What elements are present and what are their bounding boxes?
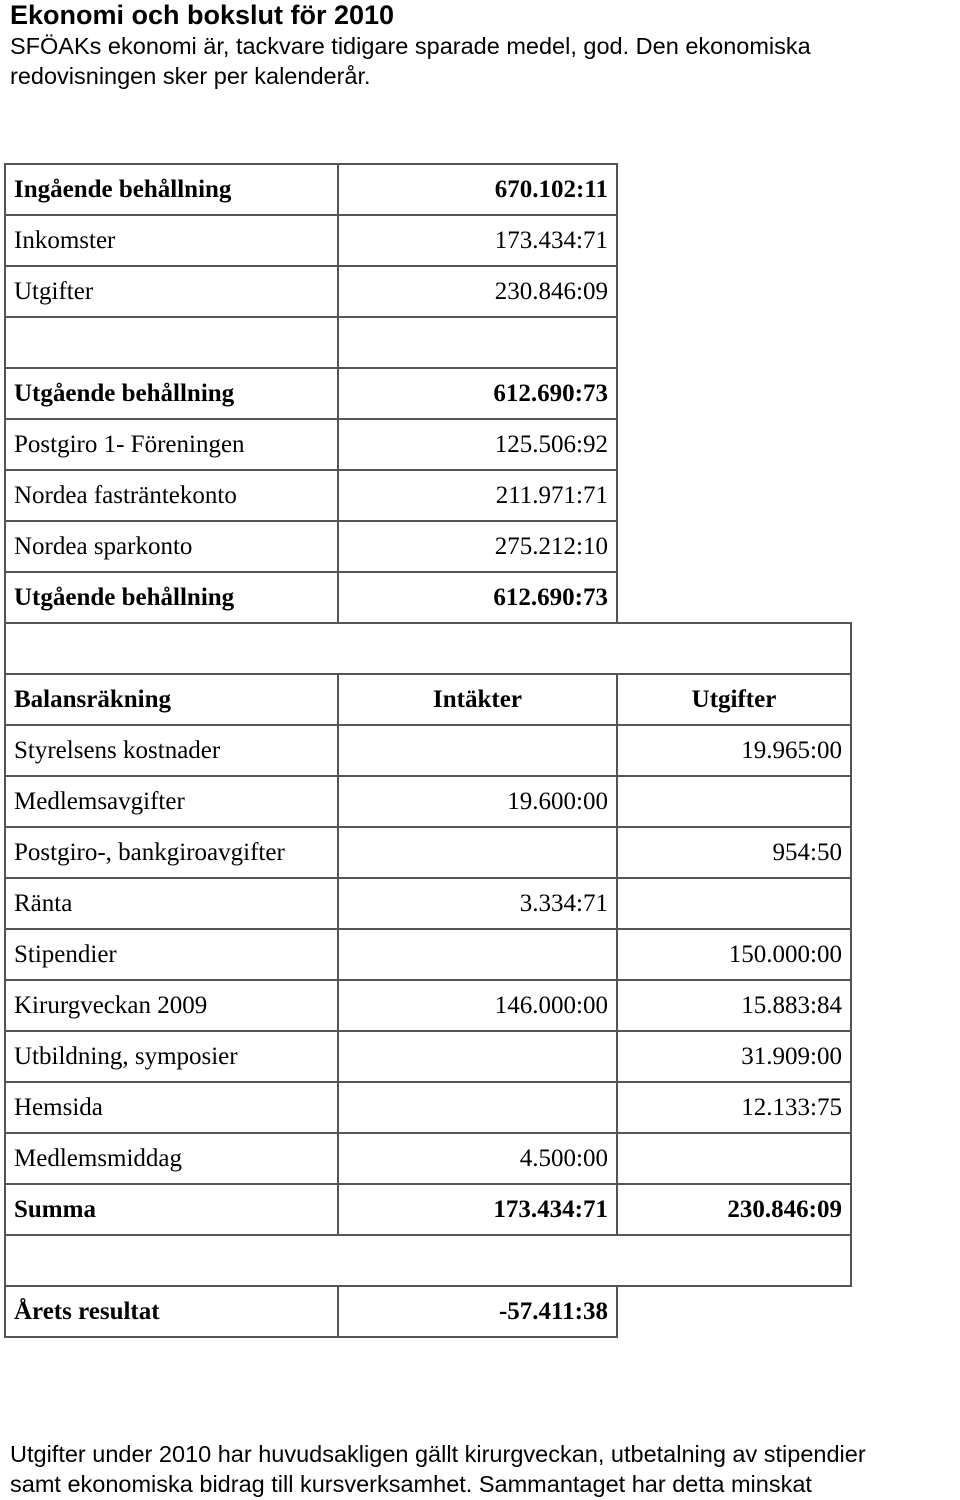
balance-row bbox=[5, 725, 851, 776]
summary-value: 670.102:11 bbox=[338, 164, 617, 215]
balance-income bbox=[338, 725, 617, 776]
balance-row bbox=[5, 1031, 851, 1082]
balance-expense: 15.883:84 bbox=[617, 980, 851, 1031]
intro-paragraph: SFÖAKs ekonomi är, tackvare tidigare sparade medel, god. Den ekonomiska redovisningen sker per kalenderår. bbox=[10, 33, 811, 89]
balance-header-label: Balansräkning bbox=[5, 674, 338, 725]
result-label: Årets resultat bbox=[5, 1286, 338, 1337]
result-row bbox=[5, 1286, 851, 1337]
summary-value: 173.434:71 bbox=[338, 215, 617, 266]
footer-line-2: samt ekonomiska bidrag till kursverksamhet. Sammantaget har detta minskat bbox=[10, 1471, 812, 1497]
summary-label bbox=[5, 317, 338, 368]
spacer-row bbox=[5, 623, 851, 674]
summary-row bbox=[5, 164, 851, 215]
balance-income: 146.000:00 bbox=[338, 980, 617, 1031]
total-income: 173.434:71 bbox=[338, 1184, 617, 1235]
balance-row bbox=[5, 929, 851, 980]
balance-label: Hemsida bbox=[5, 1082, 338, 1133]
balance-income: 4.500:00 bbox=[338, 1133, 617, 1184]
balance-expense: 31.909:00 bbox=[617, 1031, 851, 1082]
balance-expense: 12.133:75 bbox=[617, 1082, 851, 1133]
spacer-row bbox=[5, 1235, 851, 1286]
summary-label: Inkomster bbox=[5, 215, 338, 266]
summary-label: Utgifter bbox=[5, 266, 338, 317]
balance-row bbox=[5, 980, 851, 1031]
summary-value: 125.506:92 bbox=[338, 419, 617, 470]
spacer-cell bbox=[5, 623, 851, 674]
balance-expense bbox=[617, 878, 851, 929]
page-title: Ekonomi och bokslut för 2010 bbox=[10, 0, 395, 30]
balance-total-row bbox=[5, 1184, 851, 1235]
balance-label: Ränta bbox=[5, 878, 338, 929]
footer-paragraph bbox=[10, 1439, 960, 1499]
balance-label: Utbildning, symposier bbox=[5, 1031, 338, 1082]
balance-row bbox=[5, 878, 851, 929]
summary-label: Nordea fasträntekonto bbox=[5, 470, 338, 521]
balance-label: Kirurgveckan 2009 bbox=[5, 980, 338, 1031]
balance-label: Postgiro-, bankgiroavgifter bbox=[5, 827, 338, 878]
balance-expense: 954:50 bbox=[617, 827, 851, 878]
balance-label: Medlemsavgifter bbox=[5, 776, 338, 827]
balance-label: Stipendier bbox=[5, 929, 338, 980]
balance-row bbox=[5, 827, 851, 878]
balance-label: Medlemsmiddag bbox=[5, 1133, 338, 1184]
result-empty-cell bbox=[617, 1286, 851, 1337]
footer-line-1: Utgifter under 2010 har huvudsakligen gällt kirurgveckan, utbetalning av stipendier bbox=[10, 1441, 866, 1467]
balance-income: 19.600:00 bbox=[338, 776, 617, 827]
balance-income: 3.334:71 bbox=[338, 878, 617, 929]
balance-row bbox=[5, 776, 851, 827]
summary-empty-column bbox=[617, 164, 851, 623]
balance-row bbox=[5, 1133, 851, 1184]
financial-table bbox=[4, 163, 852, 1338]
balance-income bbox=[338, 827, 617, 878]
balance-income bbox=[338, 1082, 617, 1133]
summary-label: Ingående behållning bbox=[5, 164, 338, 215]
summary-value: 612.690:73 bbox=[338, 368, 617, 419]
balance-income bbox=[338, 929, 617, 980]
summary-label: Utgående behållning bbox=[5, 368, 338, 419]
summary-label: Utgående behållning bbox=[5, 572, 338, 623]
summary-value: 275.212:10 bbox=[338, 521, 617, 572]
total-expense: 230.846:09 bbox=[617, 1184, 851, 1235]
balance-header-row bbox=[5, 674, 851, 725]
balance-row bbox=[5, 1082, 851, 1133]
balance-header-income: Intäkter bbox=[338, 674, 617, 725]
summary-value: 230.846:09 bbox=[338, 266, 617, 317]
spacer-cell bbox=[5, 1235, 851, 1286]
summary-label: Postgiro 1- Föreningen bbox=[5, 419, 338, 470]
balance-header-expense: Utgifter bbox=[617, 674, 851, 725]
summary-label: Nordea sparkonto bbox=[5, 521, 338, 572]
summary-value bbox=[338, 317, 617, 368]
balance-expense: 19.965:00 bbox=[617, 725, 851, 776]
balance-expense bbox=[617, 1133, 851, 1184]
balance-expense bbox=[617, 776, 851, 827]
summary-value: 612.690:73 bbox=[338, 572, 617, 623]
balance-income bbox=[338, 1031, 617, 1082]
result-value: -57.411:38 bbox=[338, 1286, 617, 1337]
summary-value: 211.971:71 bbox=[338, 470, 617, 521]
total-label: Summa bbox=[5, 1184, 338, 1235]
balance-expense: 150.000:00 bbox=[617, 929, 851, 980]
balance-label: Styrelsens kostnader bbox=[5, 725, 338, 776]
